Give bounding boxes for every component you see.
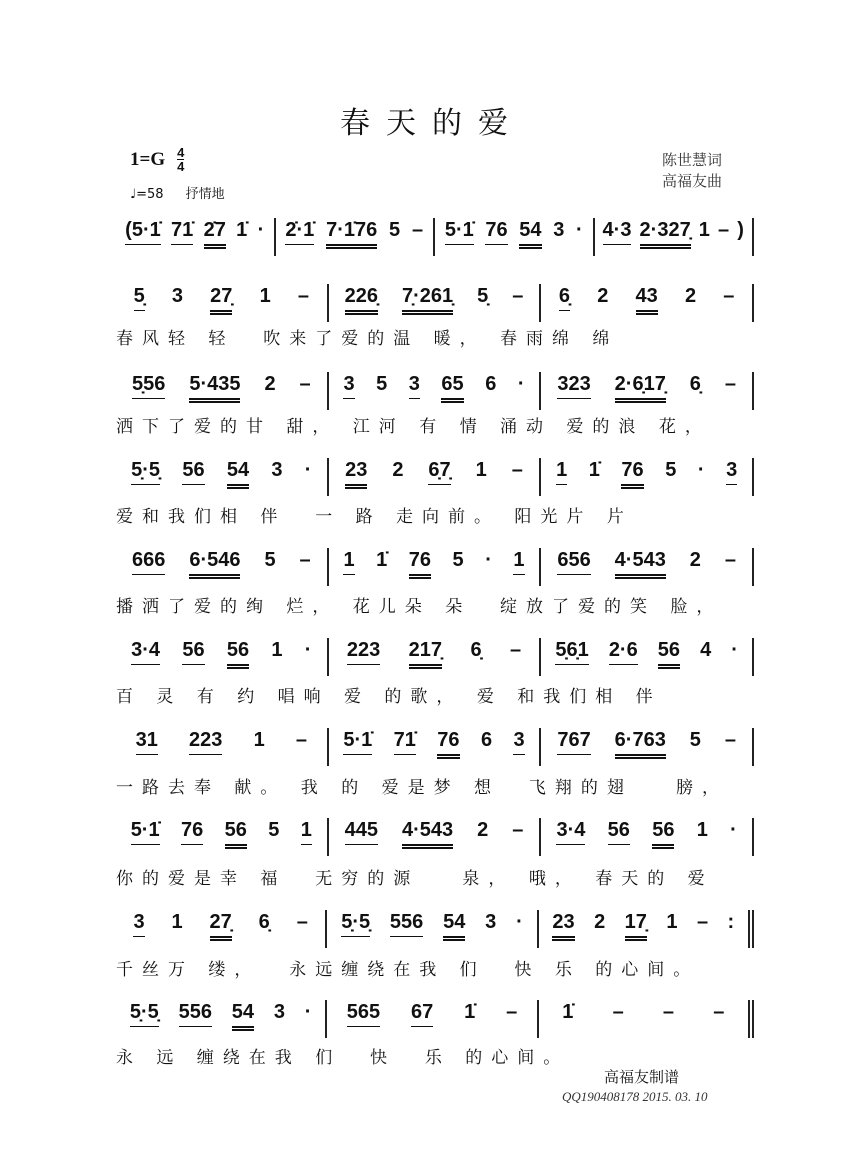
note-group: 3 bbox=[726, 458, 737, 485]
note-group: · bbox=[730, 819, 737, 841]
measure bbox=[116, 548, 329, 586]
measure bbox=[116, 284, 329, 322]
note-group: ) bbox=[737, 219, 744, 241]
measure bbox=[116, 818, 329, 856]
note-group: · bbox=[304, 639, 312, 661]
note-group: 5·1̇ bbox=[445, 218, 474, 245]
note-group: 54 bbox=[519, 218, 541, 249]
note-group: 3 bbox=[271, 459, 283, 481]
measure bbox=[327, 910, 538, 948]
note-group: 5 bbox=[665, 459, 677, 481]
key: 1=G bbox=[130, 148, 166, 170]
note-group: 76 bbox=[437, 728, 459, 759]
notation-line bbox=[116, 458, 754, 492]
measure bbox=[329, 818, 542, 856]
contact-date: QQ190408178 2015. 03. 10 bbox=[562, 1089, 708, 1104]
lyric-line: 你的爱是幸 福 无穷的源 泉， 哦， 春天的 爱 bbox=[116, 869, 714, 889]
note-group: 67 bbox=[411, 1000, 433, 1027]
note-group: 5 bbox=[268, 819, 280, 841]
note-group: – bbox=[509, 639, 522, 661]
lyric-line: 洒下了爱的甘 甜， 江河 有 情 涌动 爱的浪 花， bbox=[116, 417, 711, 437]
measure bbox=[541, 638, 754, 676]
note-group: – bbox=[724, 373, 737, 395]
note-group: 1̇ bbox=[376, 549, 388, 571]
note-group: · bbox=[304, 459, 312, 481]
note-group: 226̣ bbox=[345, 284, 378, 315]
note-group: – bbox=[511, 459, 523, 481]
note-group: 76 bbox=[181, 818, 203, 845]
measure bbox=[329, 638, 542, 676]
note-group: 17̣ bbox=[625, 910, 647, 941]
note-group: 56 bbox=[182, 638, 204, 665]
note-group: 56 bbox=[227, 638, 249, 669]
note-group: 3·4 bbox=[131, 638, 160, 665]
measure bbox=[116, 910, 327, 948]
tempo: ♩=58 bbox=[130, 187, 164, 202]
note-group: 2̇·1̇ bbox=[285, 218, 314, 245]
note-group: 1 bbox=[513, 548, 524, 575]
note-group: 1 bbox=[698, 219, 710, 241]
note-group: 5̣·5̣ bbox=[341, 910, 370, 937]
note-group: 5̣6̣1 bbox=[555, 638, 588, 665]
notation-line bbox=[116, 910, 754, 944]
note-group: 323 bbox=[557, 372, 590, 399]
note-group: 4·3 bbox=[603, 218, 632, 245]
note-group: · bbox=[257, 219, 265, 241]
note-group: – bbox=[724, 729, 737, 751]
measure bbox=[116, 1000, 327, 1038]
note-group: – bbox=[296, 911, 308, 933]
note-group: 4·543 bbox=[615, 548, 666, 579]
measure bbox=[541, 458, 754, 496]
measure bbox=[329, 548, 542, 586]
note-group: – bbox=[612, 1001, 624, 1023]
note-group: 2 bbox=[392, 459, 404, 481]
note-group: 76 bbox=[409, 548, 431, 579]
note-group: 3·4 bbox=[556, 818, 585, 845]
note-group: · bbox=[485, 549, 492, 571]
measure bbox=[116, 638, 329, 676]
measure bbox=[539, 910, 754, 948]
measure bbox=[539, 1000, 754, 1038]
note-group: 3 bbox=[133, 910, 144, 937]
note-group: · bbox=[697, 459, 705, 481]
note-group: 6·763 bbox=[615, 728, 666, 759]
note-group: 1 bbox=[556, 458, 567, 485]
note-group: 2·6 bbox=[609, 638, 638, 665]
note-group: 565 bbox=[347, 1000, 380, 1027]
note-group: (5·1̇ bbox=[125, 218, 161, 245]
note-group: 6̣ bbox=[470, 639, 482, 661]
note-group: 1 bbox=[696, 819, 708, 841]
note-group: 5 bbox=[264, 549, 276, 571]
measure bbox=[595, 218, 755, 256]
note-group: 556 bbox=[179, 1000, 212, 1027]
note-group: 3 bbox=[171, 285, 183, 307]
note-group: 31 bbox=[136, 728, 158, 755]
note-group: 3 bbox=[485, 911, 497, 933]
note-group: 6·546 bbox=[189, 548, 240, 579]
measure bbox=[541, 284, 754, 322]
note-group: 5̣·5̣ bbox=[131, 458, 160, 485]
note-group: 56 bbox=[608, 818, 630, 845]
note-group: 3 bbox=[273, 1001, 285, 1023]
note-group: 56 bbox=[182, 458, 204, 485]
measure bbox=[541, 372, 754, 410]
note-group: 2 bbox=[684, 285, 697, 307]
note-group: 5 bbox=[689, 729, 701, 751]
note-group: 3 bbox=[553, 219, 565, 241]
note-group: – bbox=[662, 1001, 675, 1023]
measure bbox=[327, 1000, 538, 1038]
note-group: : bbox=[727, 911, 735, 933]
note-group: · bbox=[517, 373, 525, 395]
note-group: 76 bbox=[621, 458, 643, 489]
note-group: 217̣ bbox=[409, 638, 442, 669]
note-group: 556 bbox=[390, 910, 423, 937]
note-group: 7̣·261̣ bbox=[402, 284, 453, 315]
measure bbox=[116, 458, 329, 496]
note-group: 1 bbox=[259, 285, 271, 307]
lyric-line: 春风轻 轻 吹来了爱的温 暖， 春雨绵 绵 bbox=[116, 329, 619, 349]
note-group: 2 bbox=[689, 549, 701, 571]
note-group: 2̇7 bbox=[204, 218, 226, 249]
notation-line bbox=[116, 818, 754, 852]
measure bbox=[541, 548, 754, 586]
note-group: 54 bbox=[227, 458, 249, 489]
note-group: 1̇ bbox=[562, 1001, 574, 1023]
note-group: 3 bbox=[343, 372, 354, 399]
note-group: 1̇ bbox=[588, 459, 600, 481]
measure bbox=[541, 818, 754, 856]
note-group: – bbox=[299, 373, 311, 395]
note-group: · bbox=[731, 639, 738, 661]
note-group: 56 bbox=[652, 818, 674, 849]
note-group: 23 bbox=[345, 458, 367, 489]
song-title: 春天的爱 bbox=[340, 106, 524, 141]
note-group: 5̣·5̣ bbox=[130, 1000, 159, 1027]
note-group: 5·1̇ bbox=[343, 728, 372, 755]
note-group: 1 bbox=[343, 548, 354, 575]
note-group: – bbox=[723, 285, 735, 307]
note-group: 4 bbox=[700, 639, 712, 661]
measure bbox=[276, 218, 436, 256]
note-group: 76 bbox=[485, 218, 507, 245]
note-group: 1 bbox=[271, 639, 283, 661]
notation-line bbox=[116, 1000, 754, 1034]
measure bbox=[116, 728, 329, 766]
note-group: 5̣ bbox=[477, 285, 489, 307]
measure bbox=[116, 218, 276, 256]
composer: 高福友曲 bbox=[662, 172, 723, 190]
note-group: 6̣ bbox=[559, 284, 570, 311]
note-group: 5 bbox=[389, 219, 401, 241]
lyric-line: 千丝万 缕， 永远缠绕在我 们 快 乐 的心间。 bbox=[116, 960, 700, 980]
note-group: 27̣ bbox=[210, 284, 232, 315]
note-group: 6 bbox=[480, 729, 493, 751]
note-group: – bbox=[512, 819, 524, 841]
note-group: – bbox=[724, 549, 737, 571]
notation-line bbox=[116, 728, 754, 762]
measure bbox=[435, 218, 595, 256]
note-group: – bbox=[512, 285, 524, 307]
note-group: 2·6̣17̣ bbox=[615, 372, 666, 403]
lyric-line: 百 灵 有 约 唱响 爱 的歌， 爱 和我们相 伴 bbox=[116, 687, 662, 707]
notation-line bbox=[116, 548, 754, 582]
note-group: 2 bbox=[597, 285, 609, 307]
note-group: – bbox=[506, 1001, 518, 1023]
note-group: 71̇ bbox=[171, 218, 193, 245]
note-group: 2·327̣ bbox=[640, 218, 691, 249]
note-group: 5 bbox=[452, 549, 464, 571]
note-group: 71̇ bbox=[394, 728, 416, 755]
notation-line bbox=[116, 218, 754, 252]
note-group: – bbox=[713, 1001, 725, 1023]
note-group: 5̣56 bbox=[132, 372, 165, 399]
note-group: 666 bbox=[132, 548, 165, 575]
notation-line bbox=[116, 638, 754, 672]
note-group: 1 bbox=[253, 729, 265, 751]
note-group: 5·435 bbox=[189, 372, 240, 403]
note-group: 27̣ bbox=[210, 910, 232, 941]
note-group: 65 bbox=[441, 372, 463, 403]
note-group: 3 bbox=[409, 372, 420, 399]
note-group: 2 bbox=[264, 373, 276, 395]
note-group: 6̣7̣ bbox=[428, 458, 450, 485]
lyric-line: 爱和我们相 伴 一 路 走向前。 阳光片 片 bbox=[116, 507, 633, 527]
measure bbox=[329, 284, 542, 322]
note-group: 445 bbox=[345, 818, 378, 845]
note-group: 6̣ bbox=[258, 911, 270, 933]
time-signature: $\frac{4}{4}$ bbox=[177, 145, 185, 174]
measure bbox=[116, 372, 329, 410]
tempo-marking bbox=[130, 183, 225, 202]
lyric-line: 播洒了爱的绚 烂， 花儿朵 朵 绽放了爱的笑 脸， bbox=[116, 597, 723, 617]
measure bbox=[329, 458, 542, 496]
note-group: 767 bbox=[557, 728, 590, 755]
note-group: 7·1̇76 bbox=[326, 218, 377, 249]
note-group: · bbox=[575, 219, 583, 241]
lyric-line: 永 远 缠绕在我 们 快 乐 的心间。 bbox=[116, 1048, 570, 1068]
note-group: – bbox=[718, 219, 730, 241]
note-group: – bbox=[696, 911, 709, 933]
note-group: 5 bbox=[376, 373, 388, 395]
note-group: 54 bbox=[232, 1000, 254, 1031]
note-group: 5̣ bbox=[134, 284, 145, 311]
note-group: 223 bbox=[189, 728, 222, 755]
note-group: · bbox=[304, 1001, 312, 1023]
measure bbox=[329, 728, 542, 766]
note-group: 56 bbox=[658, 638, 680, 669]
note-group: 2 bbox=[594, 911, 606, 933]
note-group: 5·1̇ bbox=[131, 818, 160, 845]
note-group: – bbox=[297, 285, 310, 307]
lyric-line: 一路去奉 献。 我 的 爱是梦 想 飞翔的翅 膀， bbox=[116, 778, 729, 798]
note-group: 23 bbox=[552, 910, 574, 941]
note-group: 6 bbox=[485, 373, 497, 395]
note-group: 4·543 bbox=[402, 818, 453, 849]
note-group: – bbox=[295, 729, 308, 751]
note-group: 1 bbox=[171, 911, 183, 933]
note-group: 1 bbox=[301, 818, 312, 845]
measure bbox=[541, 728, 754, 766]
note-group: 56 bbox=[225, 818, 247, 849]
notation-line bbox=[116, 284, 754, 318]
note-group: 2 bbox=[477, 819, 489, 841]
arranger: 高福友制谱 bbox=[604, 1068, 680, 1086]
note-group: – bbox=[299, 549, 311, 571]
note-group: 54 bbox=[443, 910, 465, 941]
notation-line bbox=[116, 372, 754, 406]
mood: 抒情地 bbox=[185, 187, 225, 202]
note-group: · bbox=[516, 911, 523, 933]
note-group: 1 bbox=[666, 911, 678, 933]
note-group: 1 bbox=[475, 459, 487, 481]
note-group: 43 bbox=[636, 284, 658, 315]
credits bbox=[662, 150, 722, 192]
lyricist: 陈世慧词 bbox=[662, 151, 723, 169]
key-signature bbox=[130, 146, 184, 173]
note-group: 1̇ bbox=[464, 1001, 476, 1023]
note-group: 1̇ bbox=[236, 219, 248, 241]
note-group: 3 bbox=[513, 728, 524, 755]
measure bbox=[329, 372, 542, 410]
note-group: – bbox=[411, 219, 424, 241]
note-group: 223 bbox=[347, 638, 380, 665]
note-group: 656 bbox=[557, 548, 590, 575]
note-group: 6̣ bbox=[689, 373, 701, 395]
